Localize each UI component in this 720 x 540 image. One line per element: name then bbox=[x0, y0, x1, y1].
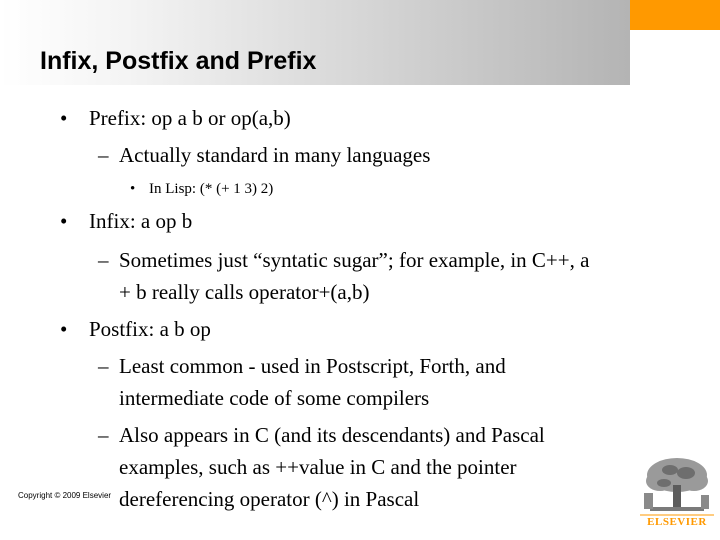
sub-bullet-text: Actually standard in many languages bbox=[119, 143, 431, 167]
sub-bullet-text: Least common - used in Postscript, Forth, and bbox=[119, 354, 506, 378]
bullet-text: Infix: a op b bbox=[89, 209, 193, 233]
dash-glyph: – bbox=[98, 143, 109, 167]
sub-bullet-postfix-2 bbox=[98, 419, 545, 451]
sub-bullet-text: Also appears in C (and its descendants) and Pascal bbox=[119, 423, 545, 447]
bullet-text: Postfix: a b op bbox=[89, 317, 211, 341]
sub-bullet-infix bbox=[98, 244, 590, 276]
bullet-glyph: • bbox=[60, 317, 68, 341]
sub-bullet-text: Sometimes just “syntatic sugar”; for example, in C++, a bbox=[119, 248, 590, 272]
bullet-text: Prefix: op a b or op(a,b) bbox=[89, 106, 291, 130]
sub-bullet-postfix-2-continued-1: examples, such as ++value in C and the pointer bbox=[119, 455, 517, 479]
elsevier-wordmark: ELSEVIER bbox=[647, 516, 707, 528]
sub-sub-bullet-lisp bbox=[130, 178, 274, 200]
bullet-glyph: • bbox=[130, 181, 136, 197]
bullet-glyph: • bbox=[60, 106, 68, 130]
dash-glyph: – bbox=[98, 248, 109, 272]
slide-title: Infix, Postfix and Prefix bbox=[40, 47, 317, 75]
bullet-infix bbox=[60, 205, 193, 237]
sub-bullet-prefix bbox=[98, 139, 431, 171]
bullet-glyph: • bbox=[60, 209, 68, 233]
dash-glyph: – bbox=[98, 354, 109, 378]
sub-bullet-postfix-2-continued-2: dereferencing operator (^) in Pascal bbox=[119, 487, 420, 511]
copyright-text: Copyright © 2009 Elsevier bbox=[18, 491, 112, 500]
bullet-prefix bbox=[60, 102, 291, 134]
sub-bullet-postfix-1 bbox=[98, 350, 506, 382]
sub-bullet-infix-continued: + b really calls operator+(a,b) bbox=[119, 280, 370, 304]
dash-glyph: – bbox=[98, 423, 109, 447]
bullet-postfix bbox=[60, 313, 211, 345]
sub-sub-bullet-text: In Lisp: (* (+ 1 3) 2) bbox=[149, 181, 274, 197]
sub-bullet-postfix-1-continued: intermediate code of some compilers bbox=[119, 386, 430, 410]
accent-box bbox=[630, 0, 720, 30]
